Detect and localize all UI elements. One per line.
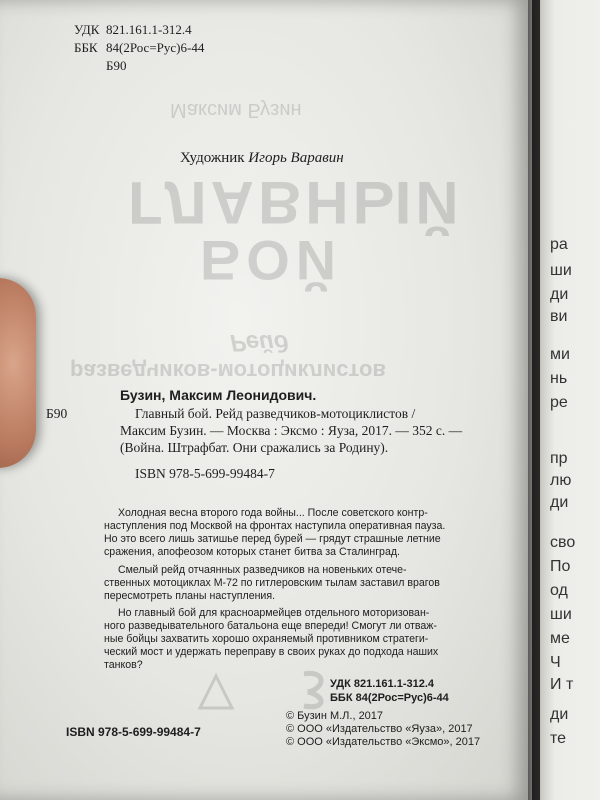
entry-isbn: ISBN 978-5-699-99484-7 [135,466,275,481]
right-page-fragment: лю [550,472,572,489]
annotation-line: Но главный бой для красноармейцев отдельного моторизован- [118,607,430,619]
right-page-fragment: ди [550,286,569,303]
right-page-fragment: Ч [550,654,561,671]
bottom-isbn: ISBN 978-5-699-99484-7 [66,725,201,739]
right-page-fragment: ми [550,346,570,363]
annotation-line: ного разведывательного батальона еще впереди! Смогут ли отваж- [104,620,437,632]
annotation-line: Холодная весна второго года войны... После советского контр- [118,507,428,519]
right-page-fragment: сво [550,534,576,551]
entry-author: Бузин, Максим Леонидович. [120,387,317,403]
right-page-fragment: ди [550,494,569,511]
bbk-label: ББК [74,40,98,55]
entry-line3: (Война. Штрафбат. Они сражались за Родину). [120,440,389,455]
right-page-fragment: ме [550,630,570,647]
entry-line2: Максим Бузин. — Москва : Эксмо : Яуза, 2017. — 352 с. — [120,423,463,438]
bottom-bbk: ББК 84(2Рос=Рус)6-44 [330,692,449,704]
right-page-fragment: И т [550,676,574,693]
annotation-line: сражения, апофеозом которых станет битва за Сталинград. [104,546,400,558]
publisher-logo-ghost [196,672,236,712]
ghost-subtitle-line1: Рейд [230,329,289,356]
ghost-author: Максим Бузин [170,99,302,121]
illustrator-line [180,150,344,167]
annotation-line: ческий мост и удержать переправу в своих руках до подхода наших [104,646,439,658]
bottom-udk: УДК 821.161.1-312.4 [330,678,435,690]
ghost-title-line1: ГЛАВНЫЙ [128,169,463,236]
right-page-fragment: ди [550,706,569,723]
annotation-line: ственных мотоциклах М-72 по гитлеровским тылам заставил врагов [104,577,440,589]
bbk-value: 84(2Рос=Рус)6-44 [106,40,205,55]
annotation-line: Смелый рейд отчаянных разведчиков на новеньких отече- [118,564,407,576]
right-page-fragment: ра [550,236,568,253]
right-page-fragment: По [550,558,571,575]
thumb [0,278,36,468]
annotation-line: Но это всего лишь затишье перед бурей — грядут страшные летние [104,533,441,545]
entry-mark: Б90 [46,406,68,421]
right-page-fragment: ши [550,606,572,623]
right-page-fragment: пр [550,450,568,467]
right-page-fragment: ши [550,262,572,279]
right-page-fragment: ре [550,394,568,411]
right-page-fragment: ви [550,308,568,325]
udk-label: УДК [74,22,100,37]
ghost-subtitle-line2: разведчиков-мотоциклистов [70,359,386,384]
annotation-line: пересмотреть планы наступления. [104,590,276,602]
illustrator-label: Художник [180,150,245,166]
udk-value: 821.161.1-312.4 [106,22,192,37]
copyright-yauza: © ООО «Издательство «Яуза», 2017 [286,723,473,735]
copyright-eksmo: © ООО «Издательство «Эксмо», 2017 [286,736,481,748]
book-gutter-shadow [528,0,542,800]
annotation-line: ные бойцы захватить хорошо охраняемый противником стратеги- [104,633,429,645]
publisher-logo-ghost-2 [296,668,332,712]
right-page [540,0,600,800]
copyright-author: © Бузин М.Л., 2017 [286,710,384,722]
annotation-line: танков? [104,659,143,671]
right-page-fragment: те [550,730,567,747]
author-mark-top: Б90 [106,58,127,73]
ghost-title-line2: БОЙ [200,229,343,292]
right-page-fragment: од [550,582,568,599]
entry-line1: Главный бой. Рейд разведчиков-мотоциклистов / [135,406,416,421]
illustrator-name: Игорь Варавин [248,150,344,166]
annotation-line: наступления под Москвой на фронтах наступила оперативная пауза. [104,520,446,532]
right-page-fragment: нь [550,370,568,387]
